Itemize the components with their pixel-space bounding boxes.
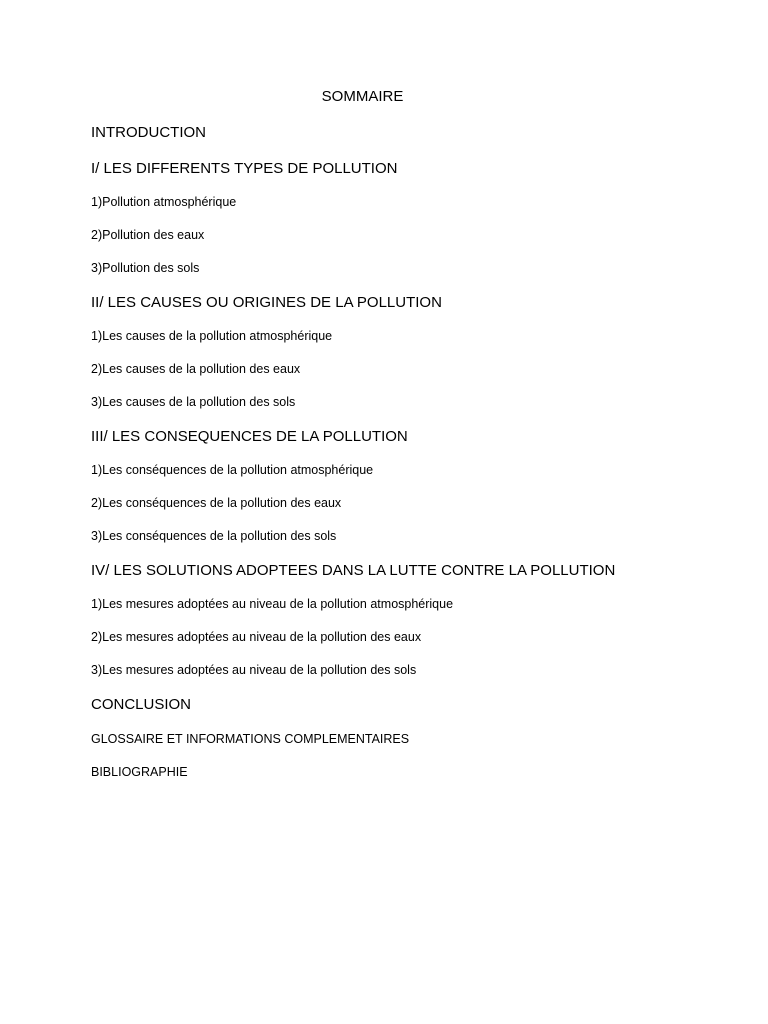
section-1-item-3: 3)Pollution des sols	[91, 261, 200, 275]
section-1-item-2: 2)Pollution des eaux	[91, 228, 205, 242]
section-4-item-2: 2)Les mesures adoptées au niveau de la pollution des eaux	[91, 630, 422, 644]
section-4-item-1: 1)Les mesures adoptées au niveau de la pollution atmosphérique	[91, 597, 454, 611]
section-3-item-2: 2)Les conséquences de la pollution des eaux	[91, 496, 342, 510]
section-4-item-3: 3)Les mesures adoptées au niveau de la pollution des sols	[91, 663, 417, 677]
section-3-item-1: 1)Les conséquences de la pollution atmosphérique	[91, 463, 374, 477]
bibliography-heading: BIBLIOGRAPHIE	[91, 765, 188, 779]
glossary-heading: GLOSSAIRE ET INFORMATIONS COMPLEMENTAIRES	[91, 732, 410, 746]
section-3-heading: III/ LES CONSEQUENCES DE LA POLLUTION	[91, 428, 408, 445]
page-title: SOMMAIRE	[321, 88, 404, 105]
section-2-item-3: 3)Les causes de la pollution des sols	[91, 395, 296, 409]
conclusion-heading: CONCLUSION	[91, 696, 192, 713]
section-2-item-2: 2)Les causes de la pollution des eaux	[91, 362, 301, 376]
section-1-heading: I/ LES DIFFERENTS TYPES DE POLLUTION	[91, 160, 398, 177]
section-4-heading: IV/ LES SOLUTIONS ADOPTEES DANS LA LUTTE CONTRE LA POLLUTION	[91, 562, 616, 579]
section-2-heading: II/ LES CAUSES OU ORIGINES DE LA POLLUTION	[91, 294, 442, 311]
section-1-item-1: 1)Pollution atmosphérique	[91, 195, 237, 209]
section-3-item-3: 3)Les conséquences de la pollution des sols	[91, 529, 337, 543]
introduction-heading: INTRODUCTION	[91, 124, 206, 141]
section-2-item-1: 1)Les causes de la pollution atmosphérique	[91, 329, 333, 343]
